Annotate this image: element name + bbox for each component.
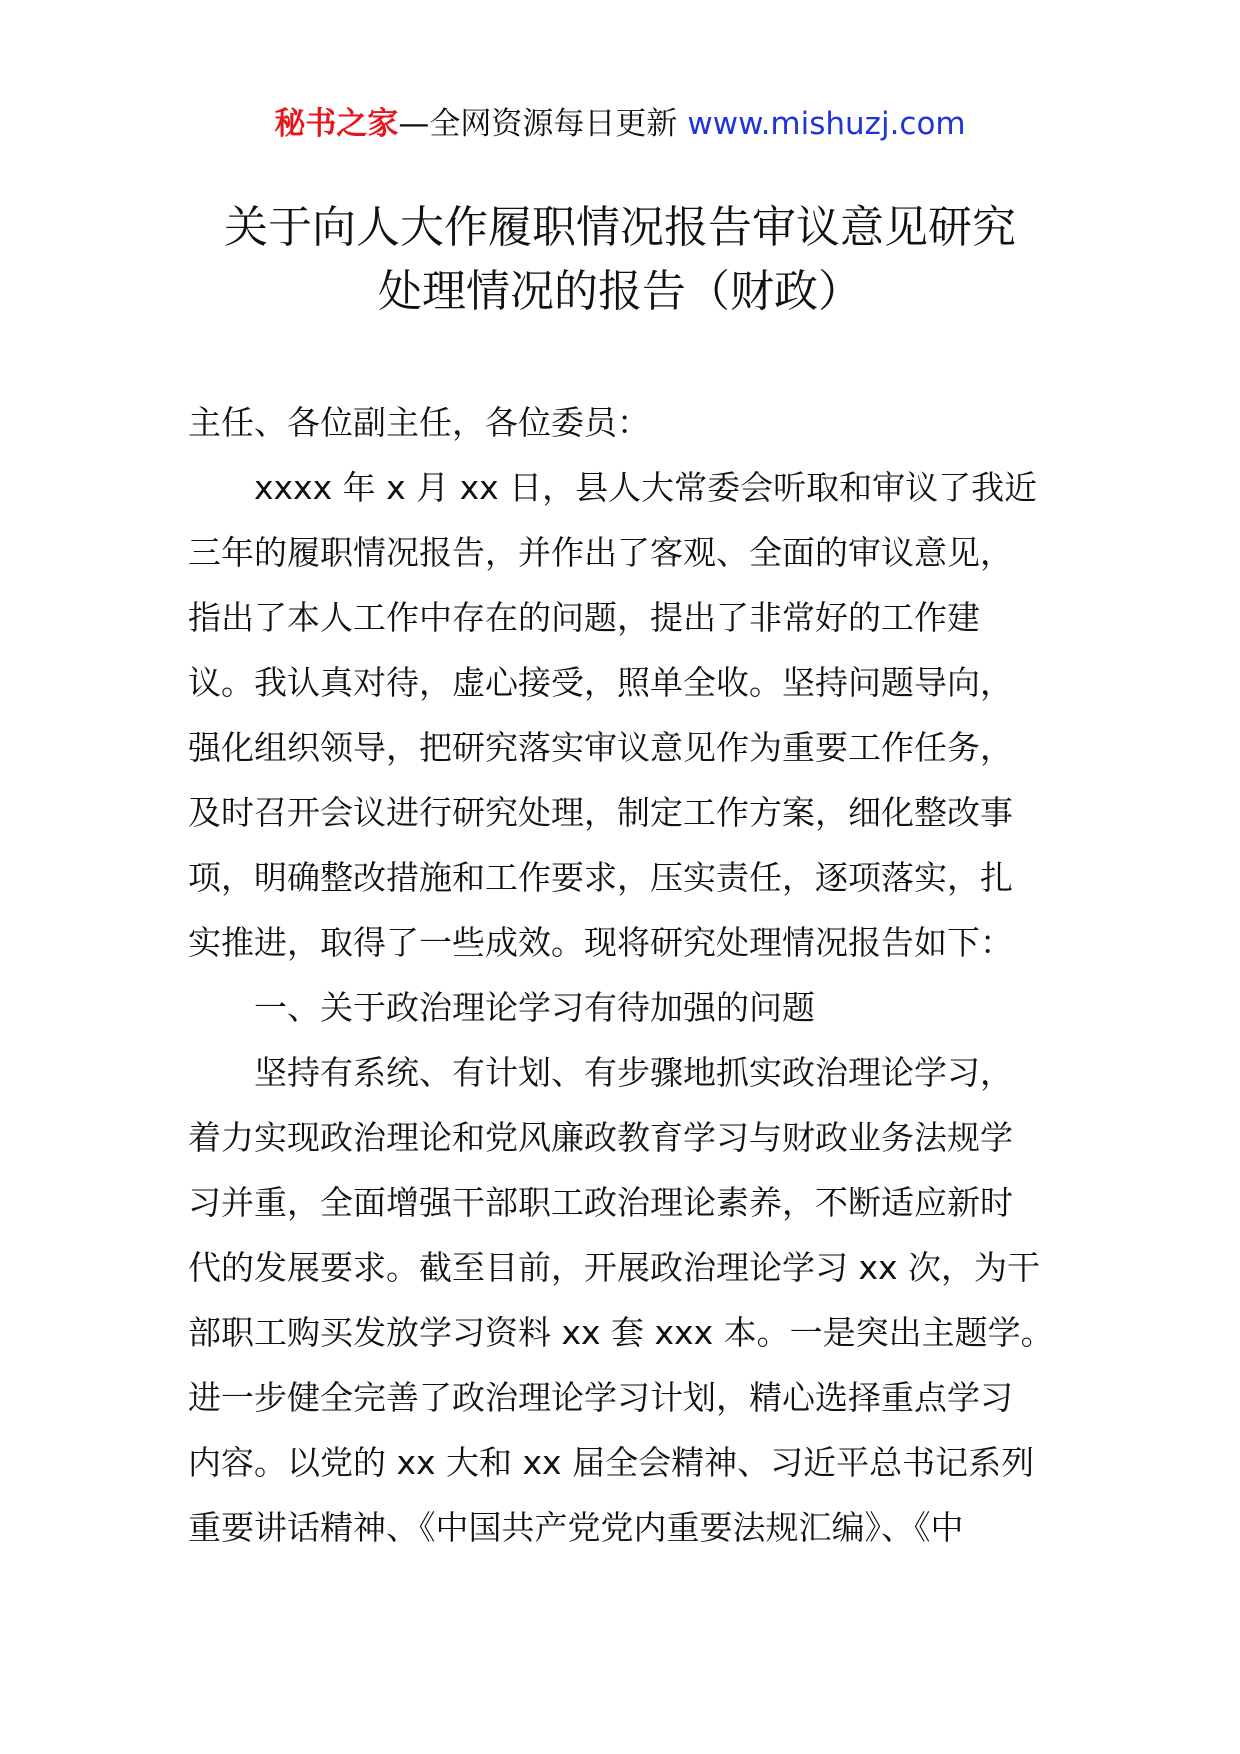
paragraph-line: 强化组织领导，把研究落实审议意见作为重要工作任务， — [188, 728, 1013, 767]
paragraph-line: 进一步健全完善了政治理论学习计划，精心选择重点学习 — [188, 1378, 1013, 1417]
paragraph-line: 指出了本人工作中存在的问题，提出了非常好的工作建 — [188, 598, 980, 637]
title-line-1: 关于向人大作履职情况报告审议意见研究 — [224, 202, 1016, 253]
paragraph-line: 习并重，全面增强干部职工政治理论素养，不断适应新时 — [188, 1183, 1013, 1222]
paragraph-line: 实推进，取得了一些成效。现将研究处理情况报告如下： — [188, 923, 1013, 962]
paragraph-line: 坚持有系统、有计划、有步骤地抓实政治理论学习， — [254, 1053, 1013, 1092]
paragraph-line: 议。我认真对待，虚心接受，照单全收。坚持问题导向， — [188, 663, 1013, 702]
section-heading: 一、关于政治理论学习有待加强的问题 — [254, 988, 815, 1027]
document-title — [0, 196, 1240, 324]
paragraph-line: 及时召开会议进行研究处理，制定工作方案，细化整改事 — [188, 793, 1013, 832]
paragraph-line: 代的发展要求。截至目前，开展政治理论学习 xx 次，为干 — [188, 1248, 1041, 1287]
title-line-2: 处理情况的报告（财政） — [378, 266, 862, 317]
site-header — [0, 104, 1240, 144]
brand-name: 秘书之家 — [274, 106, 399, 142]
paragraph-line: 部职工购买发放学习资料 xx 套 xxx 本。一是突出主题学。 — [188, 1313, 1054, 1352]
salutation: 主任、各位副主任，各位委员： — [188, 403, 650, 442]
paragraph-line: 重要讲话精神、《中国共产党党内重要法规汇编》、《中 — [188, 1508, 964, 1547]
document-body — [188, 390, 1058, 1560]
paragraph-line: 内容。以党的 xx 大和 xx 届全会精神、习近平总书记系列 — [188, 1443, 1035, 1482]
site-url-link[interactable]: www.mishuzj.com — [687, 106, 966, 142]
paragraph-line: 项，明确整改措施和工作要求，压实责任，逐项落实，扎 — [188, 858, 1013, 897]
paragraph-line: xxxx 年 x 月 xx 日，县人大常委会听取和审议了我近 — [254, 468, 1038, 507]
paragraph-line: 着力实现政治理论和党风廉政教育学习与财政业务法规学 — [188, 1118, 1013, 1157]
paragraph-line: 三年的履职情况报告，并作出了客观、全面的审议意见， — [188, 533, 1013, 572]
header-slogan: —全网资源每日更新 — [398, 106, 678, 142]
